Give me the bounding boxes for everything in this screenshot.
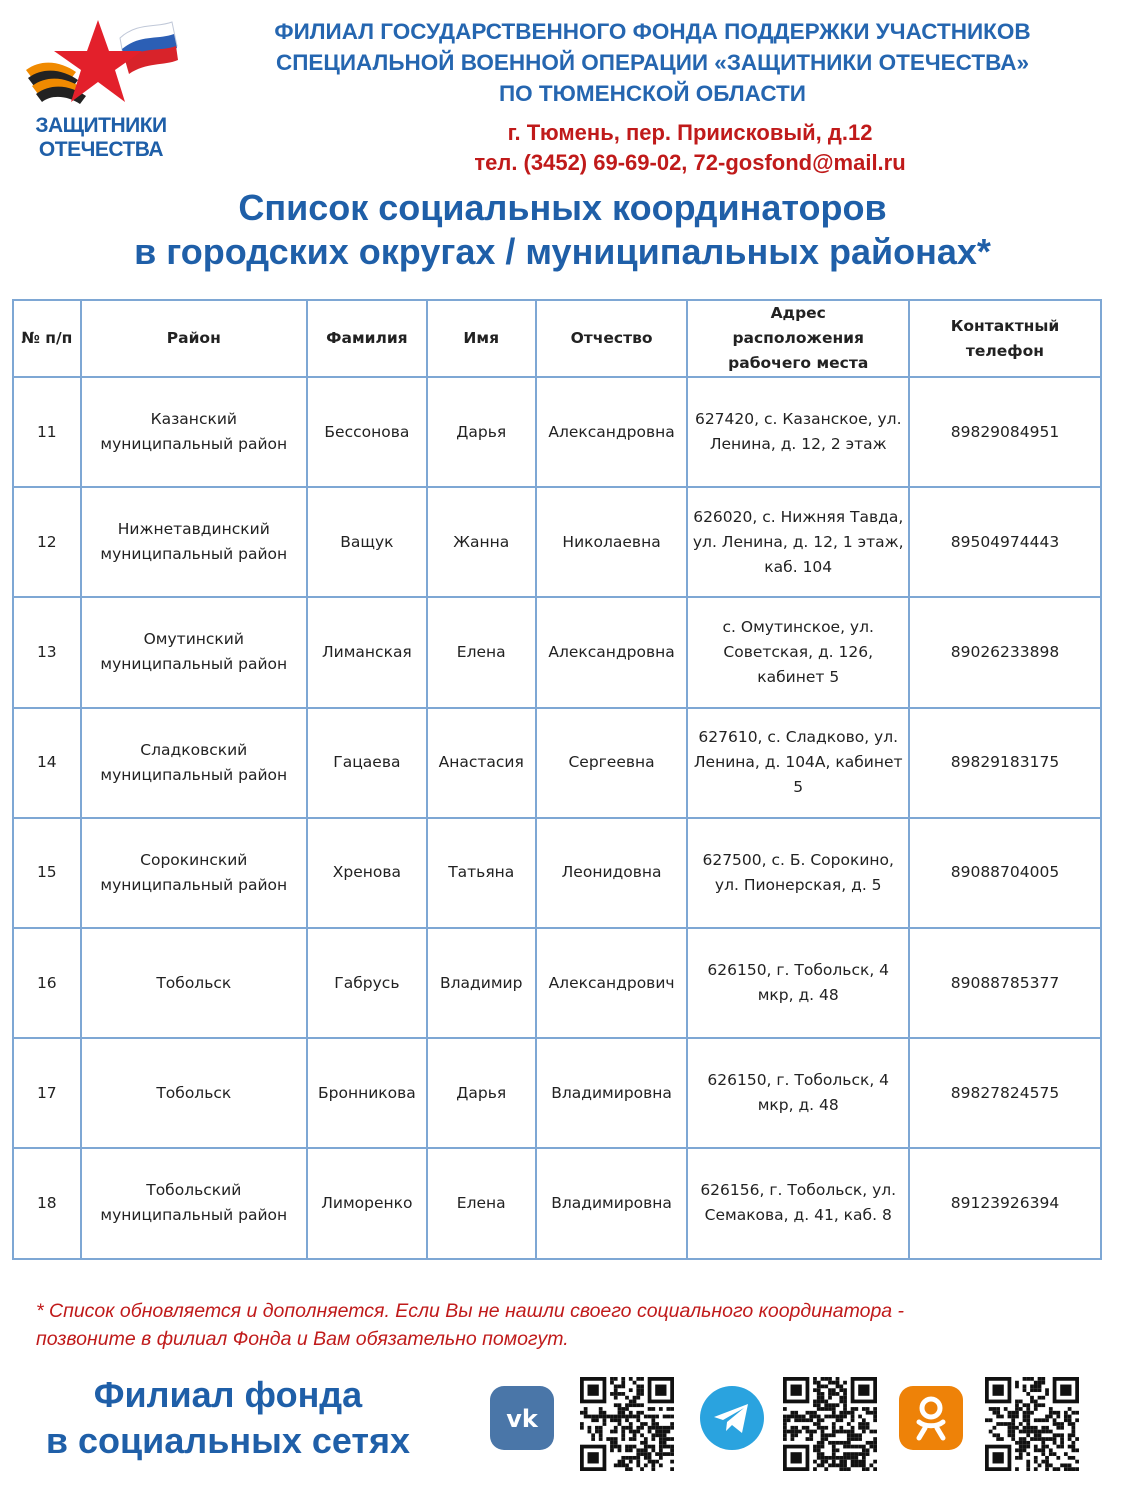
cell-patronymic: Александровна [536,597,688,707]
cell-surname: Лиморенко [307,1148,427,1258]
cell-district: Тобольск [81,928,307,1038]
cell-first-name: Анастасия [427,708,536,818]
cell-phone: 89829183175 [909,708,1101,818]
column-header-district: Район [81,300,307,377]
qr-code-icon [783,1377,877,1471]
vk-icon[interactable] [490,1386,554,1450]
cell-patronymic: Владимировна [536,1148,688,1258]
cell-address: 627500, с. Б. Сорокино, ул. Пионерская, д. 5 [687,818,908,928]
cell-number: 12 [13,487,81,597]
page-title [0,186,1125,274]
cell-number: 15 [13,818,81,928]
cell-patronymic: Сергеевна [536,708,688,818]
cell-district: Тобольск [81,1038,307,1148]
cell-number: 17 [13,1038,81,1148]
cell-phone: 89088704005 [909,818,1101,928]
table-row [13,1038,1101,1148]
foundation-logo [12,18,190,161]
cell-surname: Гацаева [307,708,427,818]
cell-surname: Бессонова [307,377,427,487]
cell-number: 16 [13,928,81,1038]
logo-text-line-2: ОТЕЧЕСТВА [38,138,164,161]
table-row [13,1148,1101,1258]
organization-address: г. Тюмень, пер. Приисковый, д.12 [507,120,873,145]
table-row [13,708,1101,818]
cell-patronymic: Владимировна [536,1038,688,1148]
cell-phone: 89829084951 [909,377,1101,487]
cell-district: Омутинский муниципальный район [81,597,307,707]
cell-phone: 89088785377 [909,928,1101,1038]
table-header-row [13,300,1101,377]
cell-first-name: Владимир [427,928,536,1038]
organization-contacts [340,118,1040,178]
cell-phone: 89123926394 [909,1148,1101,1258]
organization-name-line-3: ПО ТЮМЕНСКОЙ ОБЛАСТИ [499,81,806,106]
cell-surname: Габрусь [307,928,427,1038]
social-title-line-1: Филиал фонда [93,1374,363,1415]
cell-address: 627420, с. Казанское, ул. Ленина, д. 12, 2 этаж [687,377,908,487]
cell-district: Нижнетавдинский муниципальный район [81,487,307,597]
cell-first-name: Елена [427,597,536,707]
organization-name-line-2: СПЕЦИАЛЬНОЙ ВОЕННОЙ ОПЕРАЦИИ «ЗАЩИТНИКИ ОТЕЧЕСТВА» [276,50,1029,75]
cell-first-name: Елена [427,1148,536,1258]
organization-name-line-1: ФИЛИАЛ ГОСУДАРСТВЕННОГО ФОНДА ПОДДЕРЖКИ УЧАСТНИКОВ [274,19,1031,44]
telegram-icon[interactable] [700,1386,764,1450]
telegram-qr-code[interactable] [783,1377,877,1471]
cell-address: 627610, с. Сладково, ул. Ленина, д. 104А, кабинет 5 [687,708,908,818]
organization-phone-email: тел. (3452) 69-69-02, 72-gosfond@mail.ru [474,150,906,175]
cell-phone: 89827824575 [909,1038,1101,1148]
cell-number: 18 [13,1148,81,1258]
cell-address: 626156, г. Тобольск, ул. Семакова, д. 41, каб. 8 [687,1148,908,1258]
cell-address: с. Омутинское, ул. Советская, д. 126, кабинет 5 [687,597,908,707]
column-header-surname: Фамилия [307,300,427,377]
table-row [13,818,1101,928]
cell-district: Сладковский муниципальный район [81,708,307,818]
odnoklassniki-icon[interactable] [899,1386,963,1450]
cell-phone: 89026233898 [909,597,1101,707]
vk-qr-code[interactable] [580,1377,674,1471]
cell-address: 626150, г. Тобольск, 4 мкр, д. 48 [687,1038,908,1148]
odnoklassniki-qr-code[interactable] [985,1377,1079,1471]
qr-code-icon [985,1377,1079,1471]
logo-emblem-icon [12,18,190,118]
column-header-address: Адрес расположения рабочего места [687,300,908,377]
column-header-patronymic: Отчество [536,300,688,377]
column-header-number: № п/п [13,300,81,377]
svg-text:vk: vk [506,1405,538,1433]
cell-first-name: Дарья [427,1038,536,1148]
cell-surname: Лиманская [307,597,427,707]
qr-code-icon [580,1377,674,1471]
social-title-line-2: в социальных сетях [45,1420,411,1461]
page-title-line-1: Список социальных координаторов [238,187,887,228]
cell-district: Сорокинский муниципальный район [81,818,307,928]
cell-number: 11 [13,377,81,487]
cell-first-name: Татьяна [427,818,536,928]
footnote-line-1: * Список обновляется и дополняется. Если Вы не нашли своего социального координатора - [36,1300,905,1322]
cell-first-name: Жанна [427,487,536,597]
table-row [13,487,1101,597]
column-header-first-name: Имя [427,300,536,377]
organization-name [200,16,1105,109]
cell-patronymic: Леонидовна [536,818,688,928]
cell-first-name: Дарья [427,377,536,487]
logo-text-line-1: ЗАЩИТНИКИ [35,114,167,137]
table-row [13,377,1101,487]
table-row [13,928,1101,1038]
page-title-line-2: в городских округах / муниципальных районах* [134,231,991,272]
coordinators-table [12,299,1102,1260]
cell-address: 626020, с. Нижняя Тавда, ул. Ленина, д. 12, 1 этаж, каб. 104 [687,487,908,597]
cell-district: Казанский муниципальный район [81,377,307,487]
cell-number: 14 [13,708,81,818]
column-header-phone: Контактный телефон [909,300,1101,377]
cell-surname: Ващук [307,487,427,597]
cell-number: 13 [13,597,81,707]
footnote-line-2: позвоните в филиал Фонда и Вам обязательно помогут. [36,1328,569,1350]
cell-patronymic: Александровна [536,377,688,487]
cell-phone: 89504974443 [909,487,1101,597]
footnote [36,1297,1096,1353]
cell-surname: Хренова [307,818,427,928]
cell-patronymic: Александрович [536,928,688,1038]
cell-district: Тобольский муниципальный район [81,1148,307,1258]
cell-patronymic: Николаевна [536,487,688,597]
cell-surname: Бронникова [307,1038,427,1148]
cell-address: 626150, г. Тобольск, 4 мкр, д. 48 [687,928,908,1038]
social-section-title [8,1372,448,1464]
table-row [13,597,1101,707]
